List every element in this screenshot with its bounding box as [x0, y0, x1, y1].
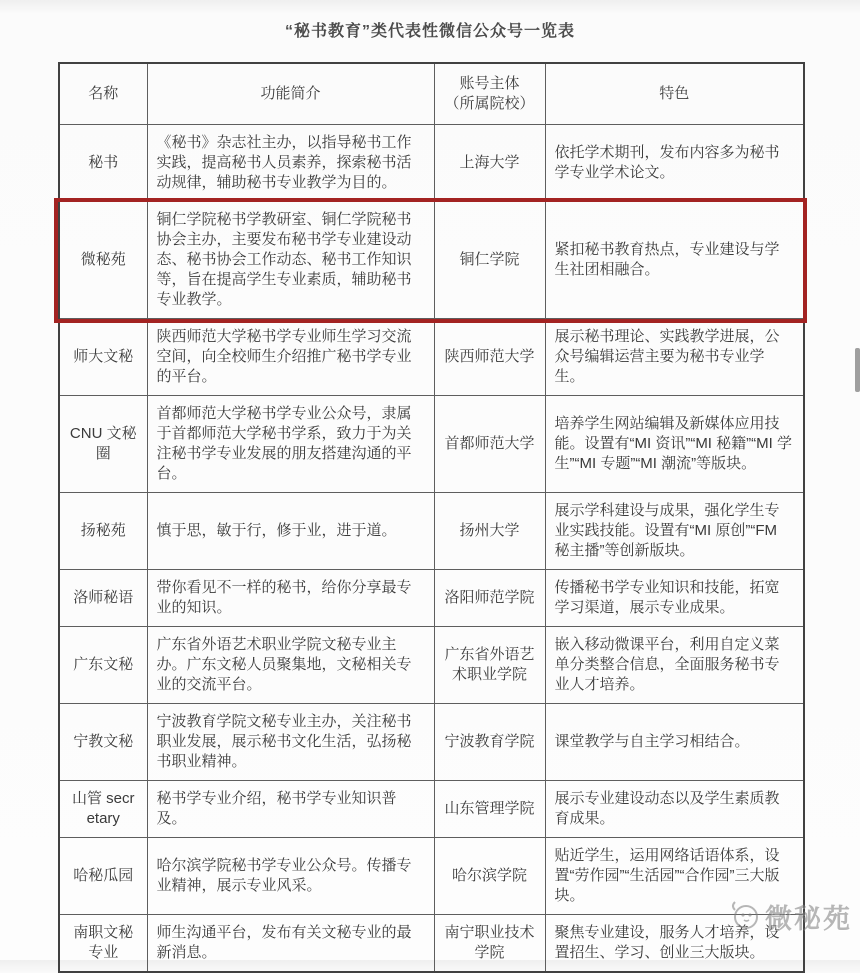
account-feature-cell: 聚焦专业建设，服务人才培养，设置招生、学习、创业三大版块。	[545, 915, 804, 973]
account-org-cell: 首都师范大学	[434, 396, 545, 493]
col-header-org	[434, 63, 545, 125]
account-intro-cell: 铜仁学院秘书学教研室、铜仁学院秘书协会主办，主要发布秘书学专业建设动态、秘书协会工作动态、秘书工作知识等，旨在提高学生专业素质，辅助秘书专业教学。	[147, 202, 434, 319]
table-row	[59, 493, 804, 570]
col-header-org-line2: （所属院校）	[444, 95, 535, 112]
account-name-cell: 洛师秘语	[59, 570, 147, 627]
table-row	[59, 627, 804, 704]
account-feature-cell: 课堂教学与自主学习相结合。	[545, 704, 804, 781]
account-intro-cell: 慎于思，敏于行，修于业，进于道。	[147, 493, 434, 570]
account-feature-cell: 依托学术期刊，发布内容多为秘书学专业学术论文。	[545, 125, 804, 202]
table-row	[59, 570, 804, 627]
account-org-cell: 南宁职业技术学院	[434, 915, 545, 973]
account-org-cell: 山东管理学院	[434, 781, 545, 838]
col-header-feature: 特色	[545, 63, 804, 125]
account-intro-cell: 陕西师范大学秘书学专业师生学习交流空间，向全校师生介绍推广秘书学专业的平台。	[147, 319, 434, 396]
table-row	[59, 125, 804, 202]
account-org-cell: 陕西师范大学	[434, 319, 545, 396]
account-intro-cell: 师生沟通平台，发布有关文秘专业的最新消息。	[147, 915, 434, 973]
account-org-cell: 广东省外语艺术职业学院	[434, 627, 545, 704]
account-org-cell: 扬州大学	[434, 493, 545, 570]
account-intro-cell: 秘书学专业介绍，秘书学专业知识普及。	[147, 781, 434, 838]
account-name-cell: 扬秘苑	[59, 493, 147, 570]
table-row	[59, 838, 804, 915]
table-row	[59, 915, 804, 973]
account-name-cell: 宁教文秘	[59, 704, 147, 781]
col-header-org-line1: 账号主体	[459, 75, 520, 92]
table-row	[59, 319, 804, 396]
account-feature-cell: 传播秘书学专业知识和技能，拓宽学习渠道，展示专业成果。	[545, 570, 804, 627]
account-intro-cell: 《秘书》杂志社主办，以指导秘书工作实践，提高秘书人员素养，探索秘书活动规律，辅助秘书专业教学为目的。	[147, 125, 434, 202]
account-name-cell: 哈秘瓜园	[59, 838, 147, 915]
account-feature-cell: 紧扣秘书教育热点，专业建设与学生社团相融合。	[545, 202, 804, 319]
account-name-cell: 山管 secretary	[59, 781, 147, 838]
account-feature-cell: 培养学生网站编辑及新媒体应用技能。设置有“MI 资讯”“MI 秘籍”“MI 学生”“MI 专题”“MI 潮流”等版块。	[545, 396, 804, 493]
col-header-name: 名称	[59, 63, 147, 125]
accounts-table-wrap	[58, 62, 803, 973]
account-name-cell: 南职文秘专业	[59, 915, 147, 973]
account-org-cell: 洛阳师范学院	[434, 570, 545, 627]
account-name-cell: 微秘苑	[59, 202, 147, 319]
page-title: “秘书教育”类代表性微信公众号一览表	[284, 23, 575, 40]
account-intro-cell: 首都师范大学秘书学专业公众号，隶属于首都师范大学秘书学系，致力于为关注秘书学专业发展的朋友搭建沟通的平台。	[147, 396, 434, 493]
table-row	[59, 781, 804, 838]
watermark-label: 微秘苑	[765, 904, 852, 934]
account-feature-cell: 贴近学生，运用网络话语体系，设置“劳作园”“生活园”“合作园”三大版块。	[545, 838, 804, 915]
account-name-cell: CNU 文秘圈	[59, 396, 147, 493]
table-row	[59, 202, 804, 319]
table-header-row	[59, 63, 804, 125]
account-org-cell: 宁波教育学院	[434, 704, 545, 781]
account-feature-cell: 展示专业建设动态以及学生素质教育成果。	[545, 781, 804, 838]
table-row	[59, 704, 804, 781]
account-intro-cell: 宁波教育学院文秘专业主办，关注秘书职业发展，展示秘书文化生活，弘扬秘书职业精神。	[147, 704, 434, 781]
account-org-cell: 上海大学	[434, 125, 545, 202]
account-name-cell: 广东文秘	[59, 627, 147, 704]
account-name-cell: 师大文秘	[59, 319, 147, 396]
account-intro-cell: 哈尔滨学院秘书学专业公众号。传播专业精神，展示专业风采。	[147, 838, 434, 915]
account-feature-cell: 嵌入移动微课平台，利用自定义菜单分类整合信息，全面服务秘书专业人才培养。	[545, 627, 804, 704]
account-intro-cell: 带你看见不一样的秘书，给你分享最专业的知识。	[147, 570, 434, 627]
account-feature-cell: 展示学科建设与成果，强化学生专业实践技能。设置有“MI 原创”“FM 秘主播”等创新版块。	[545, 493, 804, 570]
accounts-table	[58, 62, 805, 973]
account-feature-cell: 展示秘书理论、实践教学进展，公众号编辑运营主要为秘书专业学生。	[545, 319, 804, 396]
account-org-cell: 铜仁学院	[434, 202, 545, 319]
table-row	[59, 396, 804, 493]
account-intro-cell: 广东省外语艺术职业学院文秘专业主办。广东文秘人员聚集地，文秘相关专业的交流平台。	[147, 627, 434, 704]
scrollbar-thumb[interactable]	[855, 348, 860, 392]
col-header-intro: 功能简介	[147, 63, 434, 125]
account-name-cell: 秘书	[59, 125, 147, 202]
account-org-cell: 哈尔滨学院	[434, 838, 545, 915]
